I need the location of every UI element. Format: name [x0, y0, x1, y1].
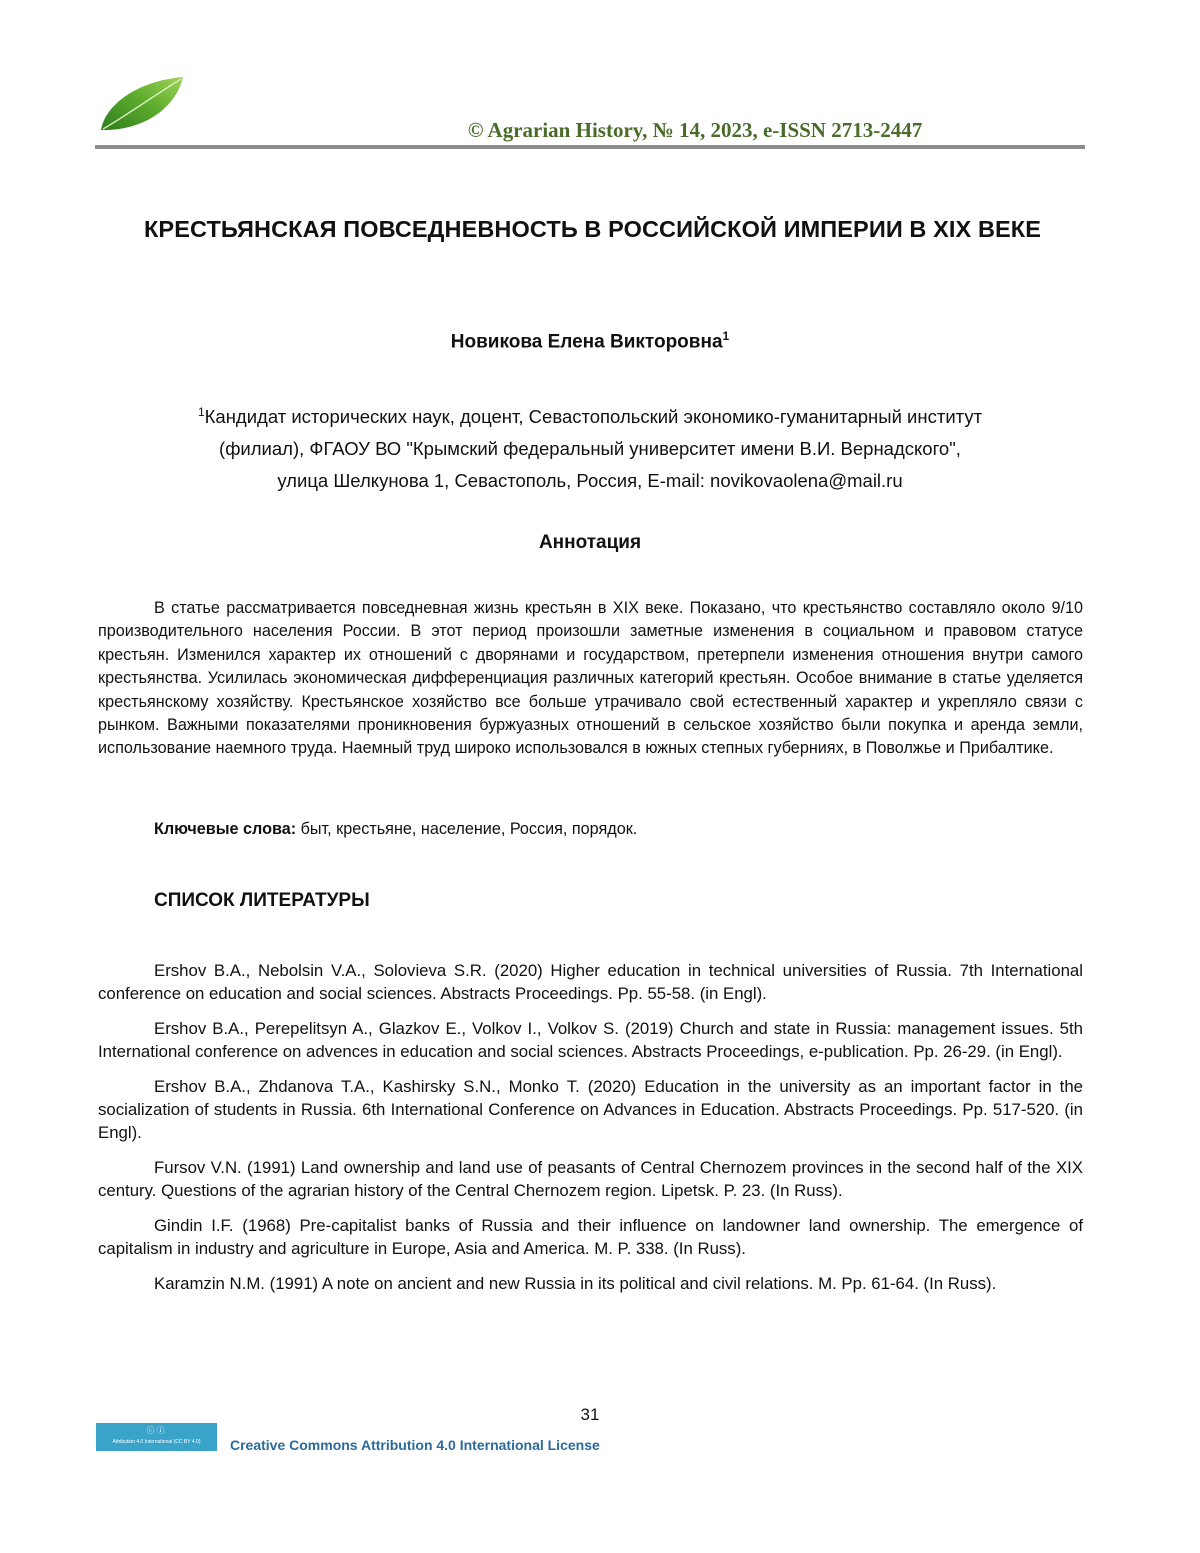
leaf-icon [97, 75, 187, 135]
affiliation-footnote-mark: 1 [197, 405, 205, 419]
keywords [154, 820, 637, 839]
reference-item: Ershov B.A., Nebolsin V.A., Solovieva S.R. (2020) Higher education in technical universities of Russia. 7th International conference on education and social sciences. Abstracts Proceedings. Pp. 55-58. (in Engl). [98, 961, 1083, 1003]
references-list [98, 959, 1083, 1307]
affiliation-line [100, 396, 1080, 433]
abstract-text: В статье рассматривается повседневная жизнь крестьян в XIX веке. Показано, что крестьянство составляло около 9/10 производительного населения России. В этот период произошли заметные изменения в социальном и правовом статусе крестьян. Изменился характер их отношений с дворянами и государством, претерпели изменения отношения внутри самого крестьянства. Усилилась экономическая дифференциация различных категорий крестьян. Особое внимание в статье уделяется крестьянскому хозяйству. Крестьянское хозяйство все больше утрачивало свой естественный характер и укрепляло связи с рынком. Важными показателями проникновения буржуазных отношений в сельское хозяйство были покупка и аренда земли, использование наемного труда. Наемный труд широко использовался в южных степных губерниях, в Поволжье и Прибалтике. [98, 599, 1083, 758]
author-name [0, 329, 1180, 353]
affiliation-line: улица Шелкунова 1, Севастополь, Россия, E-mail: novikovaolena@mail.ru [277, 470, 903, 492]
cc-badge-text: Attribution 4.0 International (CC BY 4.0) [112, 1439, 201, 1445]
header-rule [95, 145, 1085, 149]
article-title: КРЕСТЬЯНСКАЯ ПОВСЕДНЕВНОСТЬ В РОССИЙСКОЙ ИМПЕРИИ В XIX ВЕКЕ [143, 216, 1042, 242]
affiliation-line: (филиал), ФГАОУ ВО "Крымский федеральный университет имени В.И. Вернадского", [219, 438, 961, 460]
keywords-label: Ключевые слова: [154, 820, 297, 838]
reference-item: Ershov B.A., Perepelitsyn A., Glazkov E., Volkov I., Volkov S. (2019) Church and state in Russia: management issues. 5th International conference on advences in education and social sciences. Abstracts Proceedings, e-publication. Pp. 26-29. (in Engl). [98, 1019, 1083, 1061]
reference-item: Ershov B.A., Zhdanova T.A., Kashirsky S.N., Monko T. (2020) Education in the university as an important factor in the socialization of students in Russia. 6th International Conference on Advances in Education. Abstracts Proceedings. Pp. 517-520. (in Engl). [98, 1077, 1083, 1142]
reference-item: Gindin I.F. (1968) Pre-capitalist banks of Russia and their influence on landowner land ownership. The emergence of capitalism in industry and agriculture in Europe, Asia and America. M. P. 338. (In Russ). [98, 1216, 1083, 1258]
keywords-list: быт, крестьяне, население, Россия, порядок. [296, 820, 638, 838]
cc-by-badge[interactable] [96, 1423, 217, 1451]
page-number: 31 [580, 1405, 600, 1424]
cc-by-icon: ⓒⓘ [146, 1426, 167, 1435]
references-heading: СПИСОК ЛИТЕРАТУРЫ [154, 890, 370, 911]
author-text: Новикова Елена Викторовна [450, 331, 723, 353]
license-link[interactable]: Creative Commons Attribution 4.0 International License [230, 1437, 600, 1453]
reference-item: Fursov V.N. (1991) Land ownership and land use of peasants of Central Chernozem provinces in the second half of the XIX century. Questions of the agrarian history of the Central Chernozem region. Lipetsk. P. 23. (In Russ). [98, 1158, 1083, 1200]
affiliation [100, 396, 1080, 497]
affiliation-text: Кандидат исторических наук, доцент, Севастопольский экономико-гуманитарный институт [204, 406, 983, 428]
journal-title: © Agrarian History, № 14, 2023, e-ISSN 2713-2447 [467, 118, 923, 142]
abstract-heading: Аннотация [538, 532, 642, 553]
author-footnote-mark: 1 [722, 329, 730, 343]
reference-item: Karamzin N.M. (1991) A note on ancient and new Russia in its political and civil relations. M. Pp. 61-64. (In Russ). [154, 1274, 997, 1293]
